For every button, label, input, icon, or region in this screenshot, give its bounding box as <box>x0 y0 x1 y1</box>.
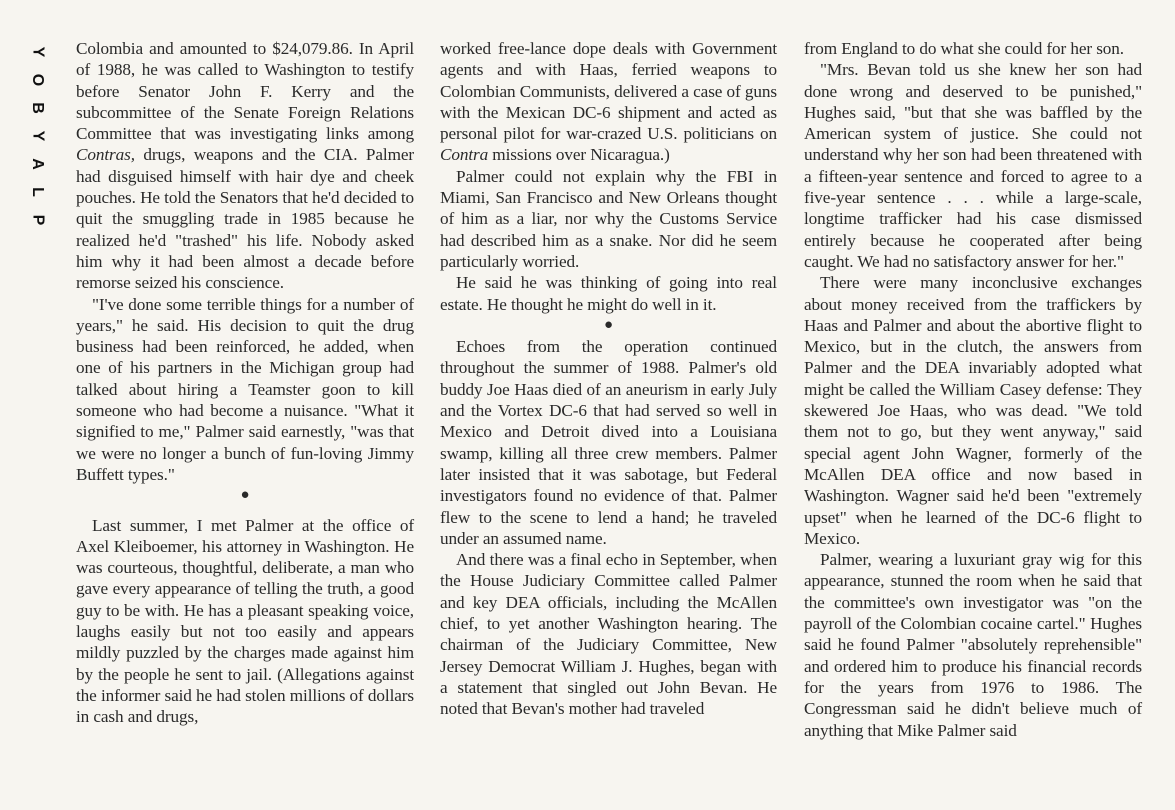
paragraph: "I've done some terrible things for a number of years," he said. His decision to quit the drug business had been reinforced, he added, when one of his partners in the Michigan group had talked about hiring a Teamster goon to kill someone who had become a nuisance. "What it signified to me," Palmer said earnestly, "was that we were no longer a bunch of fun-loving Jimmy Buffett types." <box>76 294 414 484</box>
text-run: worked free-lance dope deals with Government agents and with Haas, ferried weapons to Colombian Communists, delivered a case of guns with the Mexican DC-6 shipment and acted as personal pilot for war-crazed U.S. politicians on <box>440 39 777 144</box>
text-run: Colombia and amounted to $24,079.86. In April of 1988, he was called to Washington to testify before Senator John F. Kerry and the subcommittee of the Senate Foreign Relations Committee that was investigating links among <box>76 39 414 144</box>
article-column-1 <box>76 38 414 728</box>
logo-letter: L <box>29 187 46 197</box>
text-run: missions over Nicaragua.) <box>488 145 670 165</box>
logo-letter: O <box>28 73 46 87</box>
logo-letter: Y <box>28 46 46 58</box>
italic-text: Contras, <box>76 145 135 165</box>
section-break-bullet: ● <box>240 487 250 504</box>
paragraph: And there was a final echo in September, when the House Judiciary Committee called Palmer and key DEA officials, including the McAllen chief, to yet another Washington hearing. The chairman of the Judiciary Committee, New Jersey Democrat William J. Hughes, began with a statement that singled out John Bevan. He noted that Bevan's mother had traveled <box>440 550 777 719</box>
italic-text: Contra <box>440 145 489 165</box>
logo-letter: P <box>28 214 46 226</box>
paragraph: "Mrs. Bevan told us she knew her son had done wrong and deserved to be punished," Hughes said, "but that she was baffled by the American system of justice. She could not understand why her son had been threatened with a fifteen-year sentence and forced to agree to a five-year sentence . . . while a large-scale, longtime trafficker had his case dismissed entirely because he cooperated after being caught. We had no satisfactory answer for her." <box>804 60 1142 271</box>
logo-letter: Y <box>28 130 46 142</box>
paragraph: Palmer could not explain why the FBI in Miami, San Francisco and New Orleans thought of him as a liar, nor why the Customs Service had described him as a snake. Nor did he seem particularly worried. <box>440 166 777 271</box>
paragraph: Palmer, wearing a luxuriant gray wig for this appearance, stunned the room when he said that the committee's own investigator was "on the payroll of the Colombian cocaine cartel." Hughes said he found Palmer "absolutely reprehensible" and ordered him to produce his financial records for the years from 1976 to 1986. The Congressman said he didn't believe much of anything that Mike Palmer said <box>804 550 1142 740</box>
playboy-vertical-logo <box>24 38 50 234</box>
section-break-bullet: ● <box>604 316 613 333</box>
paragraph <box>76 38 414 294</box>
article-column-3 <box>804 38 1142 741</box>
logo-letter: B <box>29 102 46 114</box>
paragraph: from England to do what she could for her son. <box>804 39 1124 58</box>
paragraph <box>440 38 777 166</box>
paragraph: There were many inconclusive exchanges about money received from the traffickers by Haas and Palmer and about the abortive flight to Mexico, but in the clutch, the answers from Palmer and the DEA invariably adopted what might be called the William Casey defense: They skewered Joe Haas, who was dead. "We told them not to go, but they went anyway," said special agent John Wagner, formerly of the McAllen DEA office and now based in Washington. Wagner said he'd been "extremely upset" when he learned of the DC-6 flight to Mexico. <box>804 273 1142 548</box>
text-run: drugs, weapons and the CIA. Palmer had disguised himself with hair dye and cheek pouches. He told the Senators that he'd decided to quit the smuggling trade in 1985 because he realized he'd "trashed" his life. Nobody asked him why it had been almost a decade before remorse seized his conscience. <box>76 145 414 293</box>
paragraph: Last summer, I met Palmer at the office of Axel Kleiboemer, his attorney in Washington. He was courteous, thoughtful, deliberate, a man who gave every appearance of telling the truth, a good guy to be with. He has a pleasant speaking voice, laughs easily but not too easily and appears mildly puzzled by the charges made against him by the people he sent to jail. (Allegations against the informer said he had stolen millions of dollars in cash and drugs, <box>76 515 414 727</box>
paragraph: He said he was thinking of going into real estate. He thought he might do well in it. <box>440 273 777 314</box>
article-column-2 <box>440 38 777 720</box>
logo-letter: A <box>29 158 46 170</box>
paragraph: Echoes from the operation continued throughout the summer of 1988. Palmer's old buddy Joe Haas died of an aneurism in early July and the Vortex DC-6 that had served so well in Mexico and Detroit dived into a Louisiana swamp, killing all three crew members. Palmer later insisted that it was sabotage, but Federal investigators found no evidence of that. Palmer flew to the scene to lend a hand; he traveled under an assumed name. <box>440 337 777 548</box>
